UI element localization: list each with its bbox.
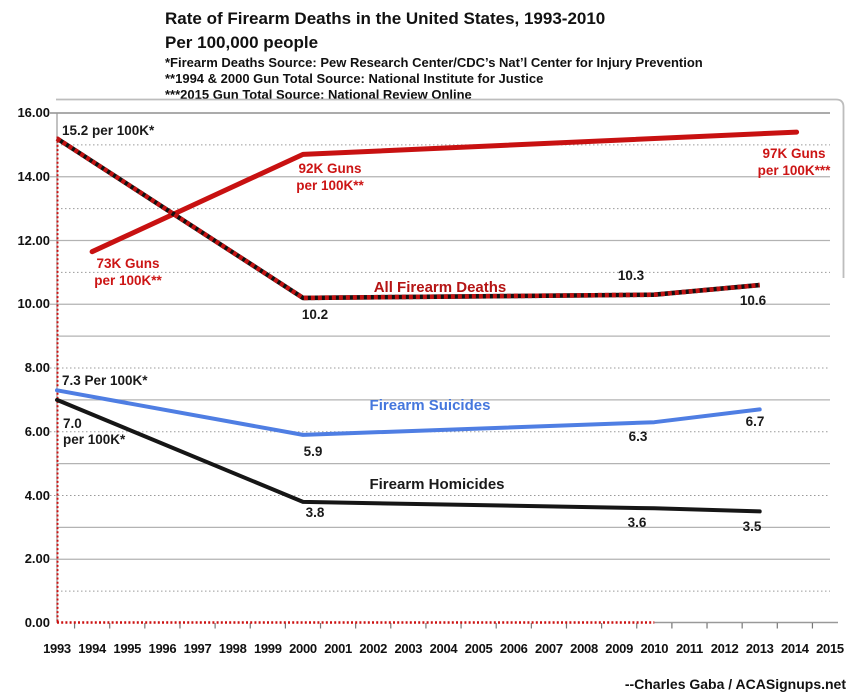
x-axis-label: 2006 xyxy=(499,641,528,656)
chart-annotation: 7.3 Per 100K* xyxy=(62,373,148,388)
chart-annotation: 73K Guns xyxy=(96,256,160,271)
y-axis-label: 12.00 xyxy=(17,232,50,248)
chart-annotation: 10.2 xyxy=(301,307,329,322)
attribution: --Charles Gaba / ACASignups.net xyxy=(624,676,846,692)
x-axis-label: 2008 xyxy=(570,641,598,656)
chart-annotation: Firearm Suicides xyxy=(369,397,491,414)
chart-frame xyxy=(56,100,844,279)
chart-annotation: per 100K** xyxy=(94,273,162,288)
y-axis-label: 4.00 xyxy=(24,487,50,503)
x-axis-label: 2002 xyxy=(359,641,388,656)
chart-annotation: 6.3 xyxy=(628,429,648,444)
x-axis-label: 1994 xyxy=(78,641,106,656)
chart-annotation: 10.6 xyxy=(739,293,767,308)
x-axis-label: 2012 xyxy=(710,641,739,656)
x-axis-label: 2013 xyxy=(745,641,774,656)
chart-annotation: Firearm Homicides xyxy=(369,476,505,493)
chart-annotation: 3.6 xyxy=(627,515,647,530)
y-axis-label: 2.00 xyxy=(24,551,50,567)
x-axis-label: 2003 xyxy=(394,641,423,656)
x-axis-label: 2000 xyxy=(289,641,317,656)
y-axis-label: 6.00 xyxy=(24,423,50,439)
chart-subtitle: Per 100,000 people xyxy=(165,33,319,52)
chart-annotation: 3.8 xyxy=(305,505,325,520)
source-note-2: **1994 & 2000 Gun Total Source: National Institute for Justice xyxy=(165,71,544,86)
chart-annotation: per 100K*** xyxy=(757,163,831,178)
y-axis-label: 14.00 xyxy=(17,168,50,184)
chart-annotation: All Firearm Deaths xyxy=(373,279,507,296)
chart-annotation: 92K Guns xyxy=(298,161,362,176)
series-guns-per-100k xyxy=(92,132,797,252)
chart-annotation: 97K Guns xyxy=(762,146,826,161)
x-axis-label: 1993 xyxy=(43,641,71,656)
chart-annotation: 5.9 xyxy=(303,444,323,459)
source-note-1: *Firearm Deaths Source: Pew Research Center/CDC’s Nat’l Center for Injury Prevention xyxy=(165,55,703,70)
y-axis-label: 0.00 xyxy=(24,615,50,630)
x-axis-label: 2005 xyxy=(464,641,493,656)
chart-title: Rate of Firearm Deaths in the United States, 1993-2010 xyxy=(165,9,606,28)
chart-annotation: 6.7 xyxy=(745,414,765,429)
series-firearm-homicides xyxy=(57,397,760,512)
y-axis-label: 10.00 xyxy=(17,296,50,312)
x-axis-label: 2011 xyxy=(675,641,703,656)
x-axis-label: 2015 xyxy=(816,641,844,656)
x-axis-label: 1997 xyxy=(183,641,212,656)
y-axis-label: 8.00 xyxy=(24,360,50,375)
x-axis-label: 1998 xyxy=(218,641,247,656)
chart-annotation: 10.3 xyxy=(617,268,645,283)
x-axis-label: 1996 xyxy=(148,641,177,656)
chart-annotation: 3.5 xyxy=(742,519,762,534)
x-axis-label: 2004 xyxy=(429,641,458,656)
chart-annotation: per 100K* xyxy=(63,432,126,447)
chart-annotation: 15.2 per 100K* xyxy=(62,123,155,138)
y-axis-label: 16.00 xyxy=(17,105,50,120)
chart-annotation: per 100K** xyxy=(296,178,364,193)
x-axis-label: 2007 xyxy=(535,641,563,656)
x-axis-label: 1995 xyxy=(113,641,142,656)
chart-annotation: 7.0 xyxy=(63,416,82,431)
x-axis-label: 2010 xyxy=(640,641,669,656)
x-axis-label: 2001 xyxy=(324,641,352,656)
x-axis-label: 2009 xyxy=(605,641,634,656)
x-axis-label: 2014 xyxy=(780,641,809,656)
source-note-3: ***2015 Gun Total Source: National Review Online xyxy=(165,87,472,102)
x-axis-label: 1999 xyxy=(253,641,282,656)
